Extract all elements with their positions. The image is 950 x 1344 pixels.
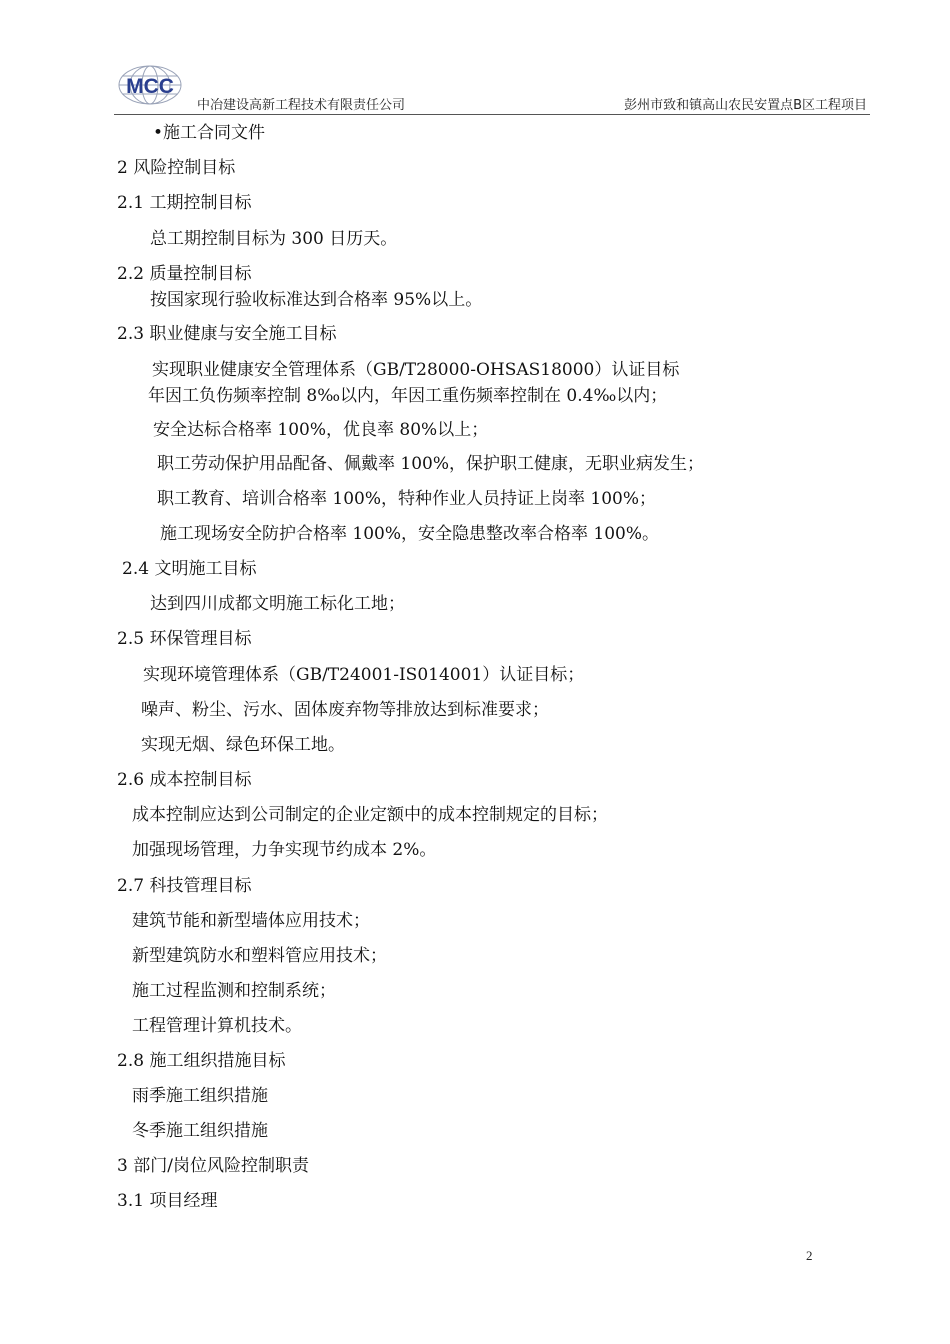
subsection-heading: 2.5 环保管理目标 xyxy=(117,629,252,649)
subsection-heading: 3.1 项目经理 xyxy=(117,1191,218,1211)
subsection-heading: 2.6 成本控制目标 xyxy=(117,770,252,790)
body-line: 雨季施工组织措施 xyxy=(132,1086,268,1106)
body-line: 年因工负伤频率控制 8‰以内，年因工重伤频率控制在 0.4‰以内； xyxy=(148,386,668,406)
project-name: 彭州市致和镇高山农民安置点B区工程项目 xyxy=(624,98,867,113)
body-line: 实现职业健康安全管理体系（GB/T28000-OHSAS18000）认证目标 xyxy=(152,360,680,380)
section-heading: 3 部门/岗位风险控制职责 xyxy=(117,1156,309,1176)
body-line: 职工劳动保护用品配备、佩戴率 100%，保护职工健康，无职业病发生； xyxy=(157,454,705,474)
page-header xyxy=(0,60,950,116)
body-line: 按国家现行验收标准达到合格率 95%以上。 xyxy=(150,290,483,310)
header-divider xyxy=(114,114,870,115)
body-line: 施工过程监测和控制系统； xyxy=(132,981,336,1001)
body-line: 成本控制应达到公司制定的企业定额中的成本控制规定的目标； xyxy=(132,805,608,825)
subsection-heading: 2.7 科技管理目标 xyxy=(117,876,252,896)
svg-text:MCC: MCC xyxy=(126,75,174,98)
body-line: 安全达标合格率 100%，优良率 80%以上； xyxy=(153,420,489,440)
body-line: 实现无烟、绿色环保工地。 xyxy=(141,735,345,755)
subsection-heading: 2.1 工期控制目标 xyxy=(117,193,252,213)
page-number: 2 xyxy=(806,1248,813,1263)
body-line: 冬季施工组织措施 xyxy=(132,1121,268,1141)
body-line: 总工期控制目标为 300 日历天。 xyxy=(150,229,398,249)
mcc-logo-icon xyxy=(117,64,183,106)
company-name: 中冶建设高新工程技术有限责任公司 xyxy=(197,98,406,113)
body-line: 建筑节能和新型墙体应用技术； xyxy=(132,911,370,931)
body-line: 职工教育、培训合格率 100%，特种作业人员持证上岗率 100%； xyxy=(157,489,657,509)
subsection-heading: 2.3 职业健康与安全施工目标 xyxy=(117,324,337,344)
subsection-heading: 2.2 质量控制目标 xyxy=(117,264,252,284)
subsection-heading: 2.8 施工组织措施目标 xyxy=(117,1051,286,1071)
body-line: 达到四川成都文明施工标化工地； xyxy=(150,594,405,614)
body-line: 施工现场安全防护合格率 100%，安全隐患整改率合格率 100%。 xyxy=(160,524,660,544)
section-heading: 2 风险控制目标 xyxy=(117,158,236,178)
body-line: 工程管理计算机技术。 xyxy=(132,1016,302,1036)
body-line: 新型建筑防水和塑料管应用技术； xyxy=(132,946,387,966)
body-line: 加强现场管理，力争实现节约成本 2%。 xyxy=(132,840,437,860)
body-line: 噪声、粉尘、污水、固体废弃物等排放达到标准要求； xyxy=(141,700,549,720)
body-line: •施工合同文件 xyxy=(153,123,266,143)
body-line: 实现环境管理体系（GB/T24001-IS014001）认证目标； xyxy=(143,665,585,685)
subsection-heading: 2.4 文明施工目标 xyxy=(122,559,257,579)
